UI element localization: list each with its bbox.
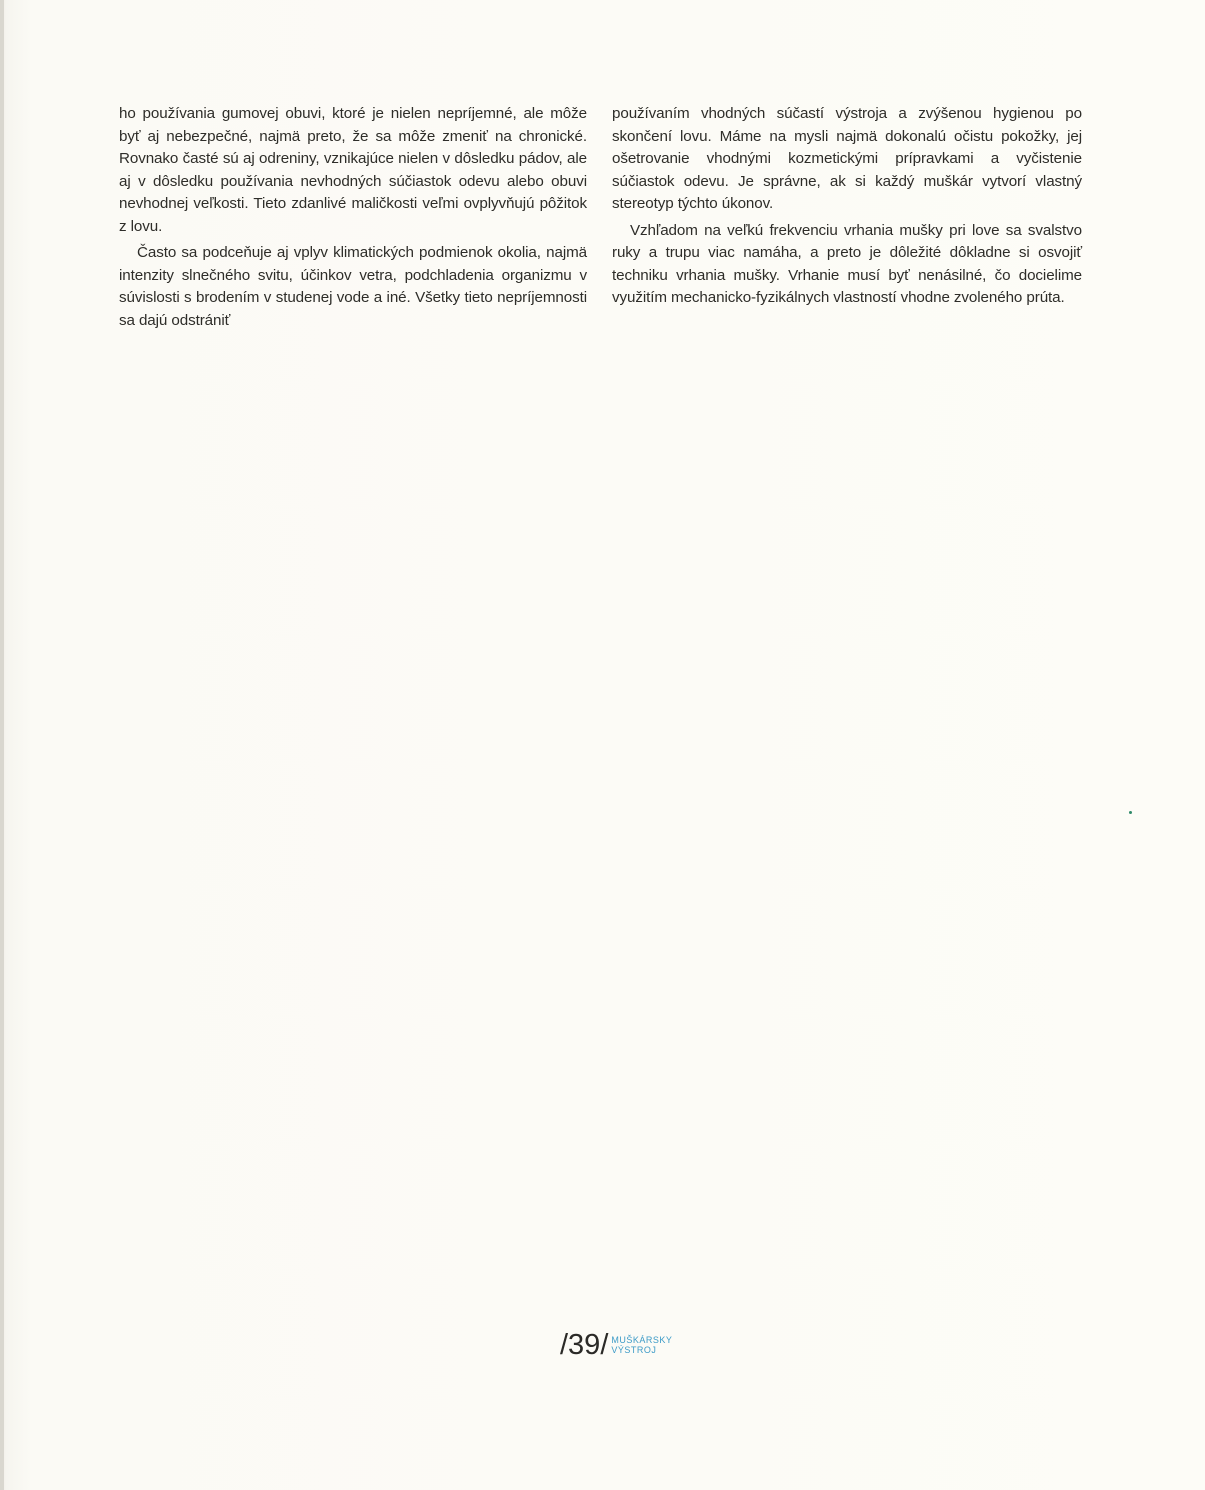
- right-text-column: [612, 103, 1082, 310]
- section-label-line-1: MUŠKÁRSKY: [611, 1335, 673, 1345]
- left-paragraph-2: Často sa podceňuje aj vplyv klimatických podmienok okolia, najmä intenzity slnečného svitu, účinkov vetra, podchladenia organizmu v súvislosti s brodením v studenej vode a iné. Všetky tieto nepríjemnosti sa dajú odstrániť: [119, 244, 587, 329]
- page-spine-shadow: [0, 0, 4, 1490]
- section-label-line-2: VÝSTROJ: [611, 1345, 657, 1355]
- right-paragraph-1: používaním vhodných súčastí výstroja a zvýšenou hygienou po skončení lovu. Máme na mysli najmä dokonalú očistu pokožky, jej ošetrovanie vhodnými kozmetickými prípravkami a vyčistenie súčiastok odevu. Je správne, ak si každý muškár vytvorí vlastný stereotyp týchto úkonov.: [612, 105, 1082, 212]
- page-number: /39/: [560, 1328, 609, 1361]
- page-folio: [560, 1325, 672, 1365]
- left-paragraph-1: ho používania gumovej obuvi, ktoré je nielen nepríjemné, ale môže byť aj nebezpečné, najmä preto, že sa môže zmeniť na chronické. Rovnako časté sú aj odreniny, vznikajúce nielen v dôsledku pádov, ale aj v dôsledku používania nevhodných súčiastok odevu alebo obuvi nevhodnej veľkosti. Tieto zdanlivé maličkosti veľmi ovplyvňujú pôžitok z lovu.: [119, 105, 587, 235]
- section-label: [611, 1335, 672, 1355]
- left-text-column: [119, 103, 587, 332]
- paper-speck: [1129, 811, 1132, 814]
- right-paragraph-2: Vzhľadom na veľkú frekvenciu vrhania mušky pri love sa svalstvo ruky a trupu viac namáha, a preto je dôležité dôkladne si osvojiť techniku vrhania mušky. Vrhanie musí byť nenásilné, čo docielime využitím mechanicko-fyzikálnych vlastností vhodne zvoleného prúta.: [612, 221, 1082, 306]
